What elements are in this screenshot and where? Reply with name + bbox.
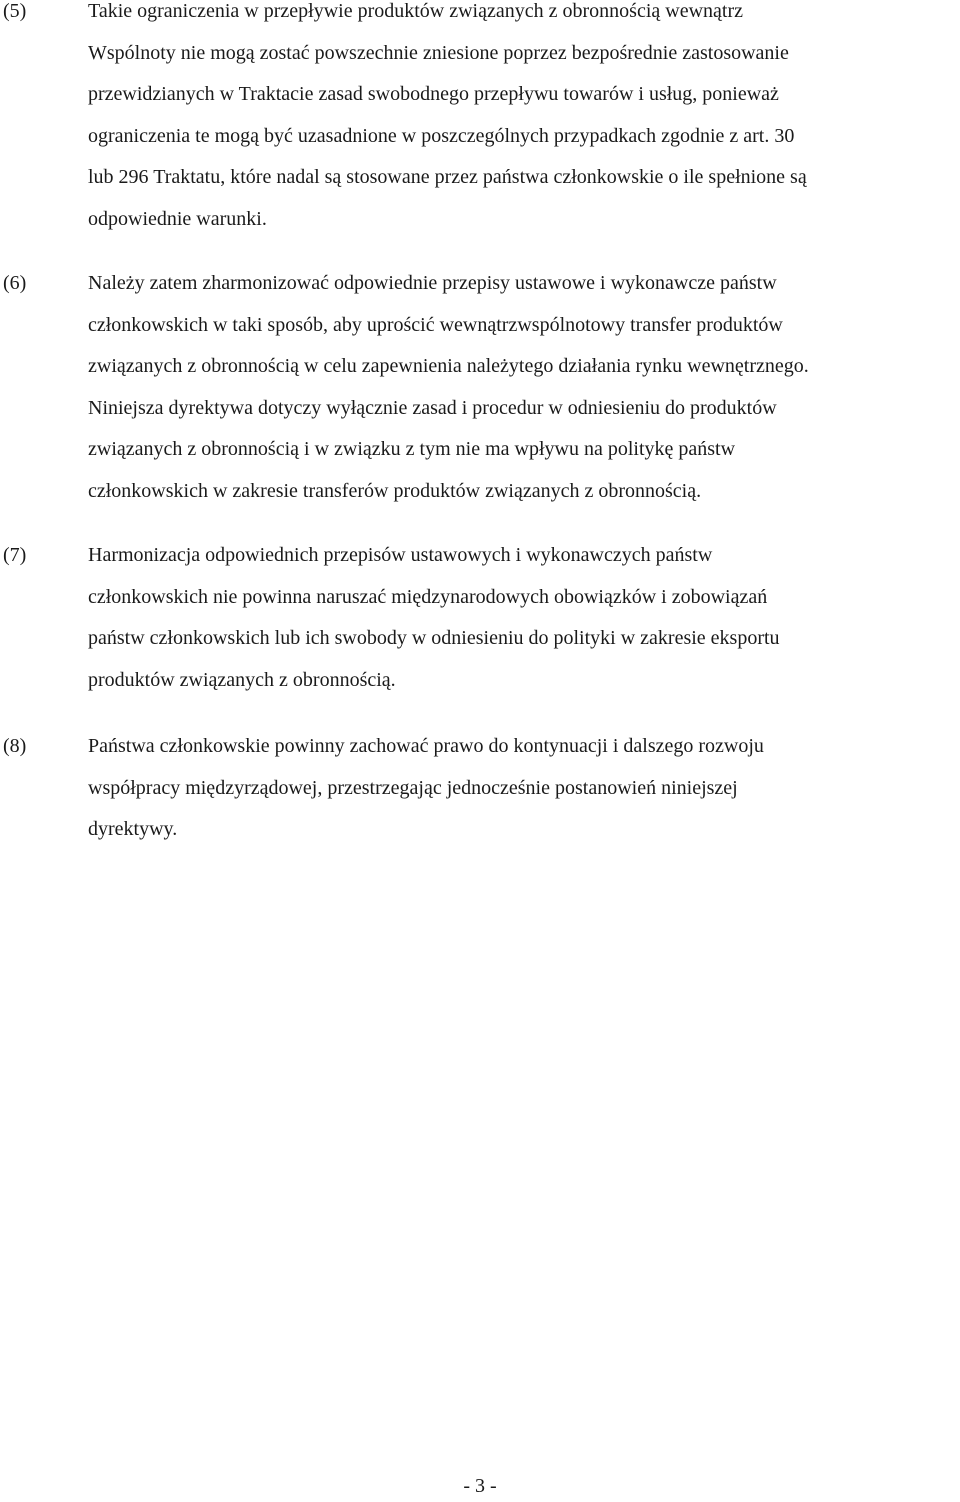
- text-line: odpowiednie warunki.: [88, 207, 267, 230]
- page-number: - 3 -: [463, 1475, 497, 1497]
- text-line: państw członkowskich lub ich swobody w odniesieniu do polityki w zakresie eksportu: [88, 627, 780, 649]
- recital-text: [88, 0, 960, 240]
- recital-number: (8): [3, 735, 27, 757]
- recital-text: [88, 726, 960, 851]
- recital-text: [88, 263, 960, 512]
- recital-text: [88, 535, 960, 701]
- recital-number: (7): [3, 544, 27, 566]
- text-line: dyrektywy.: [88, 818, 178, 840]
- text-line: Państwa członkowskie powinny zachować prawo do kontynuacji i dalszego rozwoju: [88, 735, 764, 757]
- text-line: związanych z obronnością i w związku z tym nie ma wpływu na politykę państw: [88, 438, 736, 460]
- text-line: lub 296 Traktatu, które nadal są stosowane przez państwa członkowskie o ile spełnione są: [88, 166, 807, 188]
- text-line: Harmonizacja odpowiednich przepisów ustawowych i wykonawczych państw: [88, 544, 713, 566]
- text-line: członkowskich nie powinna naruszać międzynarodowych obowiązków i zobowiązań: [88, 585, 768, 608]
- text-line: związanych z obronnością w celu zapewnienia należytego działania rynku wewnętrznego.: [88, 355, 809, 377]
- text-line: Należy zatem zharmonizować odpowiednie przepisy ustawowe i wykonawcze państw: [88, 272, 777, 294]
- text-line: przewidzianych w Traktacie zasad swobodnego przepływu towarów i usług, ponieważ: [88, 83, 779, 105]
- text-line: członkowskich w taki sposób, aby uprościć wewnątrzwspólnotowy transfer produktów: [88, 313, 783, 336]
- text-line: produktów związanych z obronnością.: [88, 668, 396, 691]
- text-line: współpracy międzyrządowej, przestrzegając jednocześnie postanowień niniejszej: [88, 776, 738, 799]
- text-line: Niniejsza dyrektywa dotyczy wyłącznie zasad i procedur w odniesieniu do produktów: [88, 396, 777, 419]
- text-line: Wspólnoty nie mogą zostać powszechnie zniesione poprzez bezpośrednie zastosowanie: [88, 41, 789, 64]
- text-line: członkowskich w zakresie transferów produktów związanych z obronnością.: [88, 479, 702, 502]
- recital-number: (5): [3, 0, 27, 22]
- text-line: Takie ograniczenia w przepływie produktów związanych z obronnością wewnątrz: [88, 0, 743, 22]
- recital-number: (6): [3, 272, 27, 294]
- text-line: ograniczenia te mogą być uzasadnione w poszczególnych przypadkach zgodnie z art. 30: [88, 124, 795, 147]
